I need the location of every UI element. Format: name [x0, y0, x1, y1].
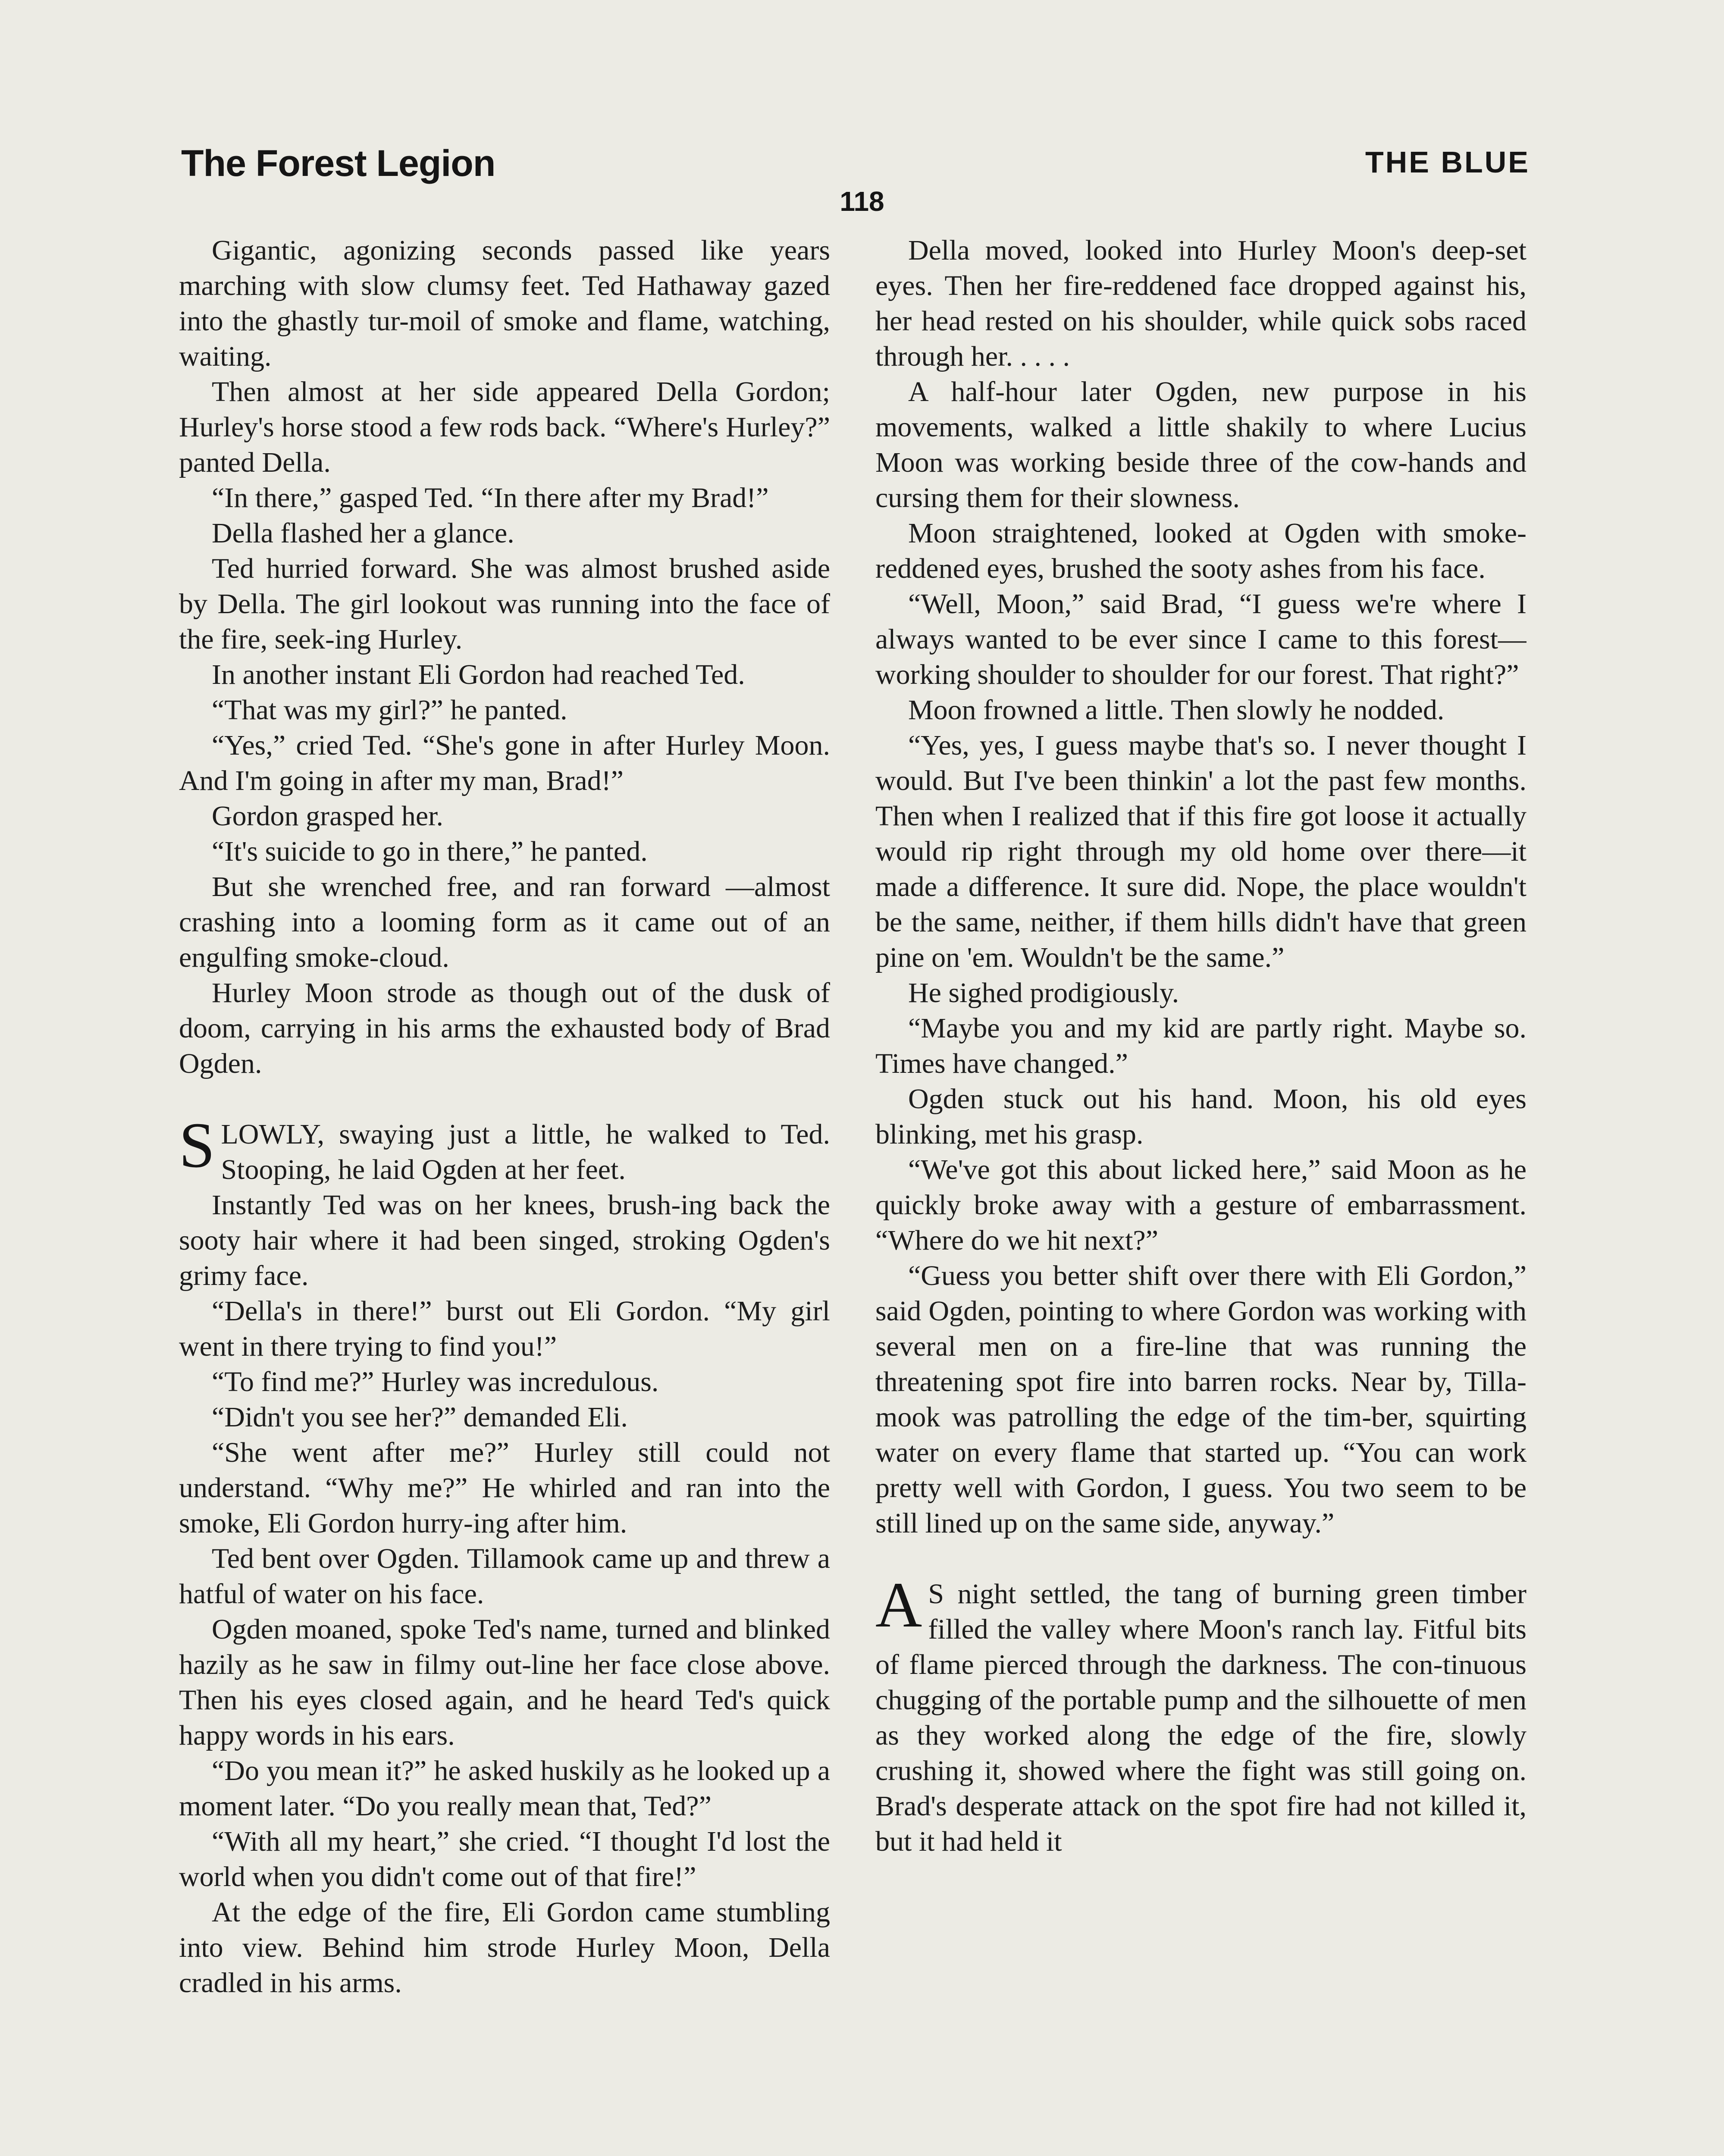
- paragraph: “Guess you better shift over there with Eli Gordon,” said Ogden, pointing to where Gordon was working with several men on a fire-line that was running the threatening spot fire into barren rocks. Near by, Tilla-mook was patrolling the edge of the tim-ber, squirting water on every flame that started up. “You can work pretty well with Gordon, I guess. You two seem to be still lined up on the same side, anyway.”: [875, 1260, 1527, 1539]
- paragraph: But she wrenched free, and ran forward —almost crashing into a looming form as it came out of an engulfing smoke-cloud.: [179, 871, 830, 973]
- paragraph: Hurley Moon strode as though out of the dusk of doom, carrying in his arms the exhausted body of Brad Ogden.: [179, 977, 830, 1079]
- paragraph: “She went after me?” Hurley still could not understand. “Why me?” He whirled and ran into the smoke, Eli Gordon hurry-ing after him.: [179, 1437, 830, 1539]
- paragraph: “To find me?” Hurley was incredulous.: [212, 1366, 659, 1398]
- magazine-name: THE BLUE: [1365, 145, 1530, 179]
- paragraph: “Well, Moon,” said Brad, “I guess we're where I always wanted to be ever since I came to this forest—working shoulder to shoulder for our forest. That right?”: [875, 588, 1527, 690]
- paragraph: Della moved, looked into Hurley Moon's deep-set eyes. Then her fire-reddened face dropped against his, her head rested on his shoulder, while quick sobs raced through her. . . . .: [875, 235, 1527, 372]
- paragraph: “Yes,” cried Ted. “She's gone in after Hurley Moon. And I'm going in after my man, Brad!”: [179, 730, 830, 796]
- paragraph: Instantly Ted was on her knees, brush-ing back the sooty hair where it had been singed, stroking Ogden's grimy face.: [179, 1189, 830, 1291]
- paragraph: “Maybe you and my kid are partly right. Maybe so. Times have changed.”: [875, 1012, 1527, 1079]
- section-break-paragraph: [875, 1569, 1527, 1859]
- paragraph: “Do you mean it?” he asked huskily as he looked up a moment later. “Do you really mean that, Ted?”: [179, 1755, 830, 1822]
- paragraph: Ogden stuck out his hand. Moon, his old eyes blinking, met his grasp.: [875, 1083, 1527, 1150]
- paragraph: “Didn't you see her?” demanded Eli.: [212, 1401, 628, 1433]
- right-text-column: [875, 233, 1527, 2156]
- paragraph: Ted hurried forward. She was almost brushed aside by Della. The girl lookout was running into the face of the fire, seek-ing Hurley.: [179, 553, 830, 655]
- paragraph: “Della's in there!” burst out Eli Gordon. “My girl went in there trying to find you!”: [179, 1295, 830, 1362]
- drop-cap: A: [875, 1569, 922, 1641]
- left-text-column: [179, 233, 830, 2156]
- paragraph: Moon straightened, looked at Ogden with smoke-reddened eyes, brushed the sooty ashes from his face.: [875, 517, 1527, 584]
- paragraph: Moon frowned a little. Then slowly he nodded.: [908, 694, 1445, 726]
- paragraph: “Yes, yes, I guess maybe that's so. I never thought I would. But I've been thinkin' a lot the past few months. Then when I realized that if this fire got loose it actually would rip right through my old home over there—it made a difference. It sure did. Nope, the place wouldn't be the same, neither, if them hills didn't have that green pine on 'em. Wouldn't be the same.”: [875, 730, 1527, 973]
- story-title: The Forest Legion: [181, 143, 495, 184]
- section-break-paragraph: [179, 1109, 830, 1188]
- paragraph: “It's suicide to go in there,” he panted.: [212, 836, 648, 867]
- paragraph-text: S night settled, the tang of burning green timber filled the valley where Moon's ranch lay. Fitful bits of flame pierced through the darkness. The con-tinuous chugging of the portable pump and the silhouette of men as they worked along the edge of the fire, slowly crushing it, showed where the fight was still going on. Brad's desperate attack on the spot fire had not killed it, but it had held it: [875, 1578, 1527, 1857]
- paragraph: A half-hour later Ogden, new purpose in his movements, walked a little shakily to where Lucius Moon was working beside three of the cow-hands and cursing them for their slowness.: [875, 376, 1527, 514]
- paragraph: “In there,” gasped Ted. “In there after my Brad!”: [212, 482, 769, 514]
- drop-cap: S: [179, 1109, 215, 1181]
- paragraph: “We've got this about licked here,” said Moon as he quickly broke away with a gesture of embarrassment. “Where do we hit next?”: [875, 1154, 1527, 1256]
- paragraph: At the edge of the fire, Eli Gordon came stumbling into view. Behind him strode Hurley Moon, Della cradled in his arms.: [179, 1896, 830, 1999]
- paragraph: Ted bent over Ogden. Tillamook came up and threw a hatful of water on his face.: [179, 1543, 830, 1610]
- paragraph: Then almost at her side appeared Della Gordon; Hurley's horse stood a few rods back. “Where's Hurley?” panted Della.: [179, 376, 830, 478]
- paragraph: In another instant Eli Gordon had reached Ted.: [212, 659, 745, 690]
- paragraph-text: LOWLY, swaying just a little, he walked to Ted. Stooping, he laid Ogden at her feet.: [221, 1119, 830, 1185]
- paragraph: Gordon grasped her.: [212, 800, 444, 832]
- paragraph: “With all my heart,” she cried. “I thought I'd lost the world when you didn't come out of that fire!”: [179, 1826, 830, 1893]
- page-number: 118: [840, 186, 884, 217]
- paragraph: “That was my girl?” he panted.: [212, 694, 567, 726]
- paragraph: He sighed prodigiously.: [908, 977, 1179, 1009]
- paragraph: Gigantic, agonizing seconds passed like years marching with slow clumsy feet. Ted Hathaway gazed into the ghastly tur-moil of smoke and flame, watching, waiting.: [179, 235, 830, 372]
- paragraph: Ogden moaned, spoke Ted's name, turned and blinked hazily as he saw in filmy out-line her face close above. Then his eyes closed again, and he heard Ted's quick happy words in his ears.: [179, 1614, 830, 1751]
- paragraph: Della flashed her a glance.: [212, 517, 514, 549]
